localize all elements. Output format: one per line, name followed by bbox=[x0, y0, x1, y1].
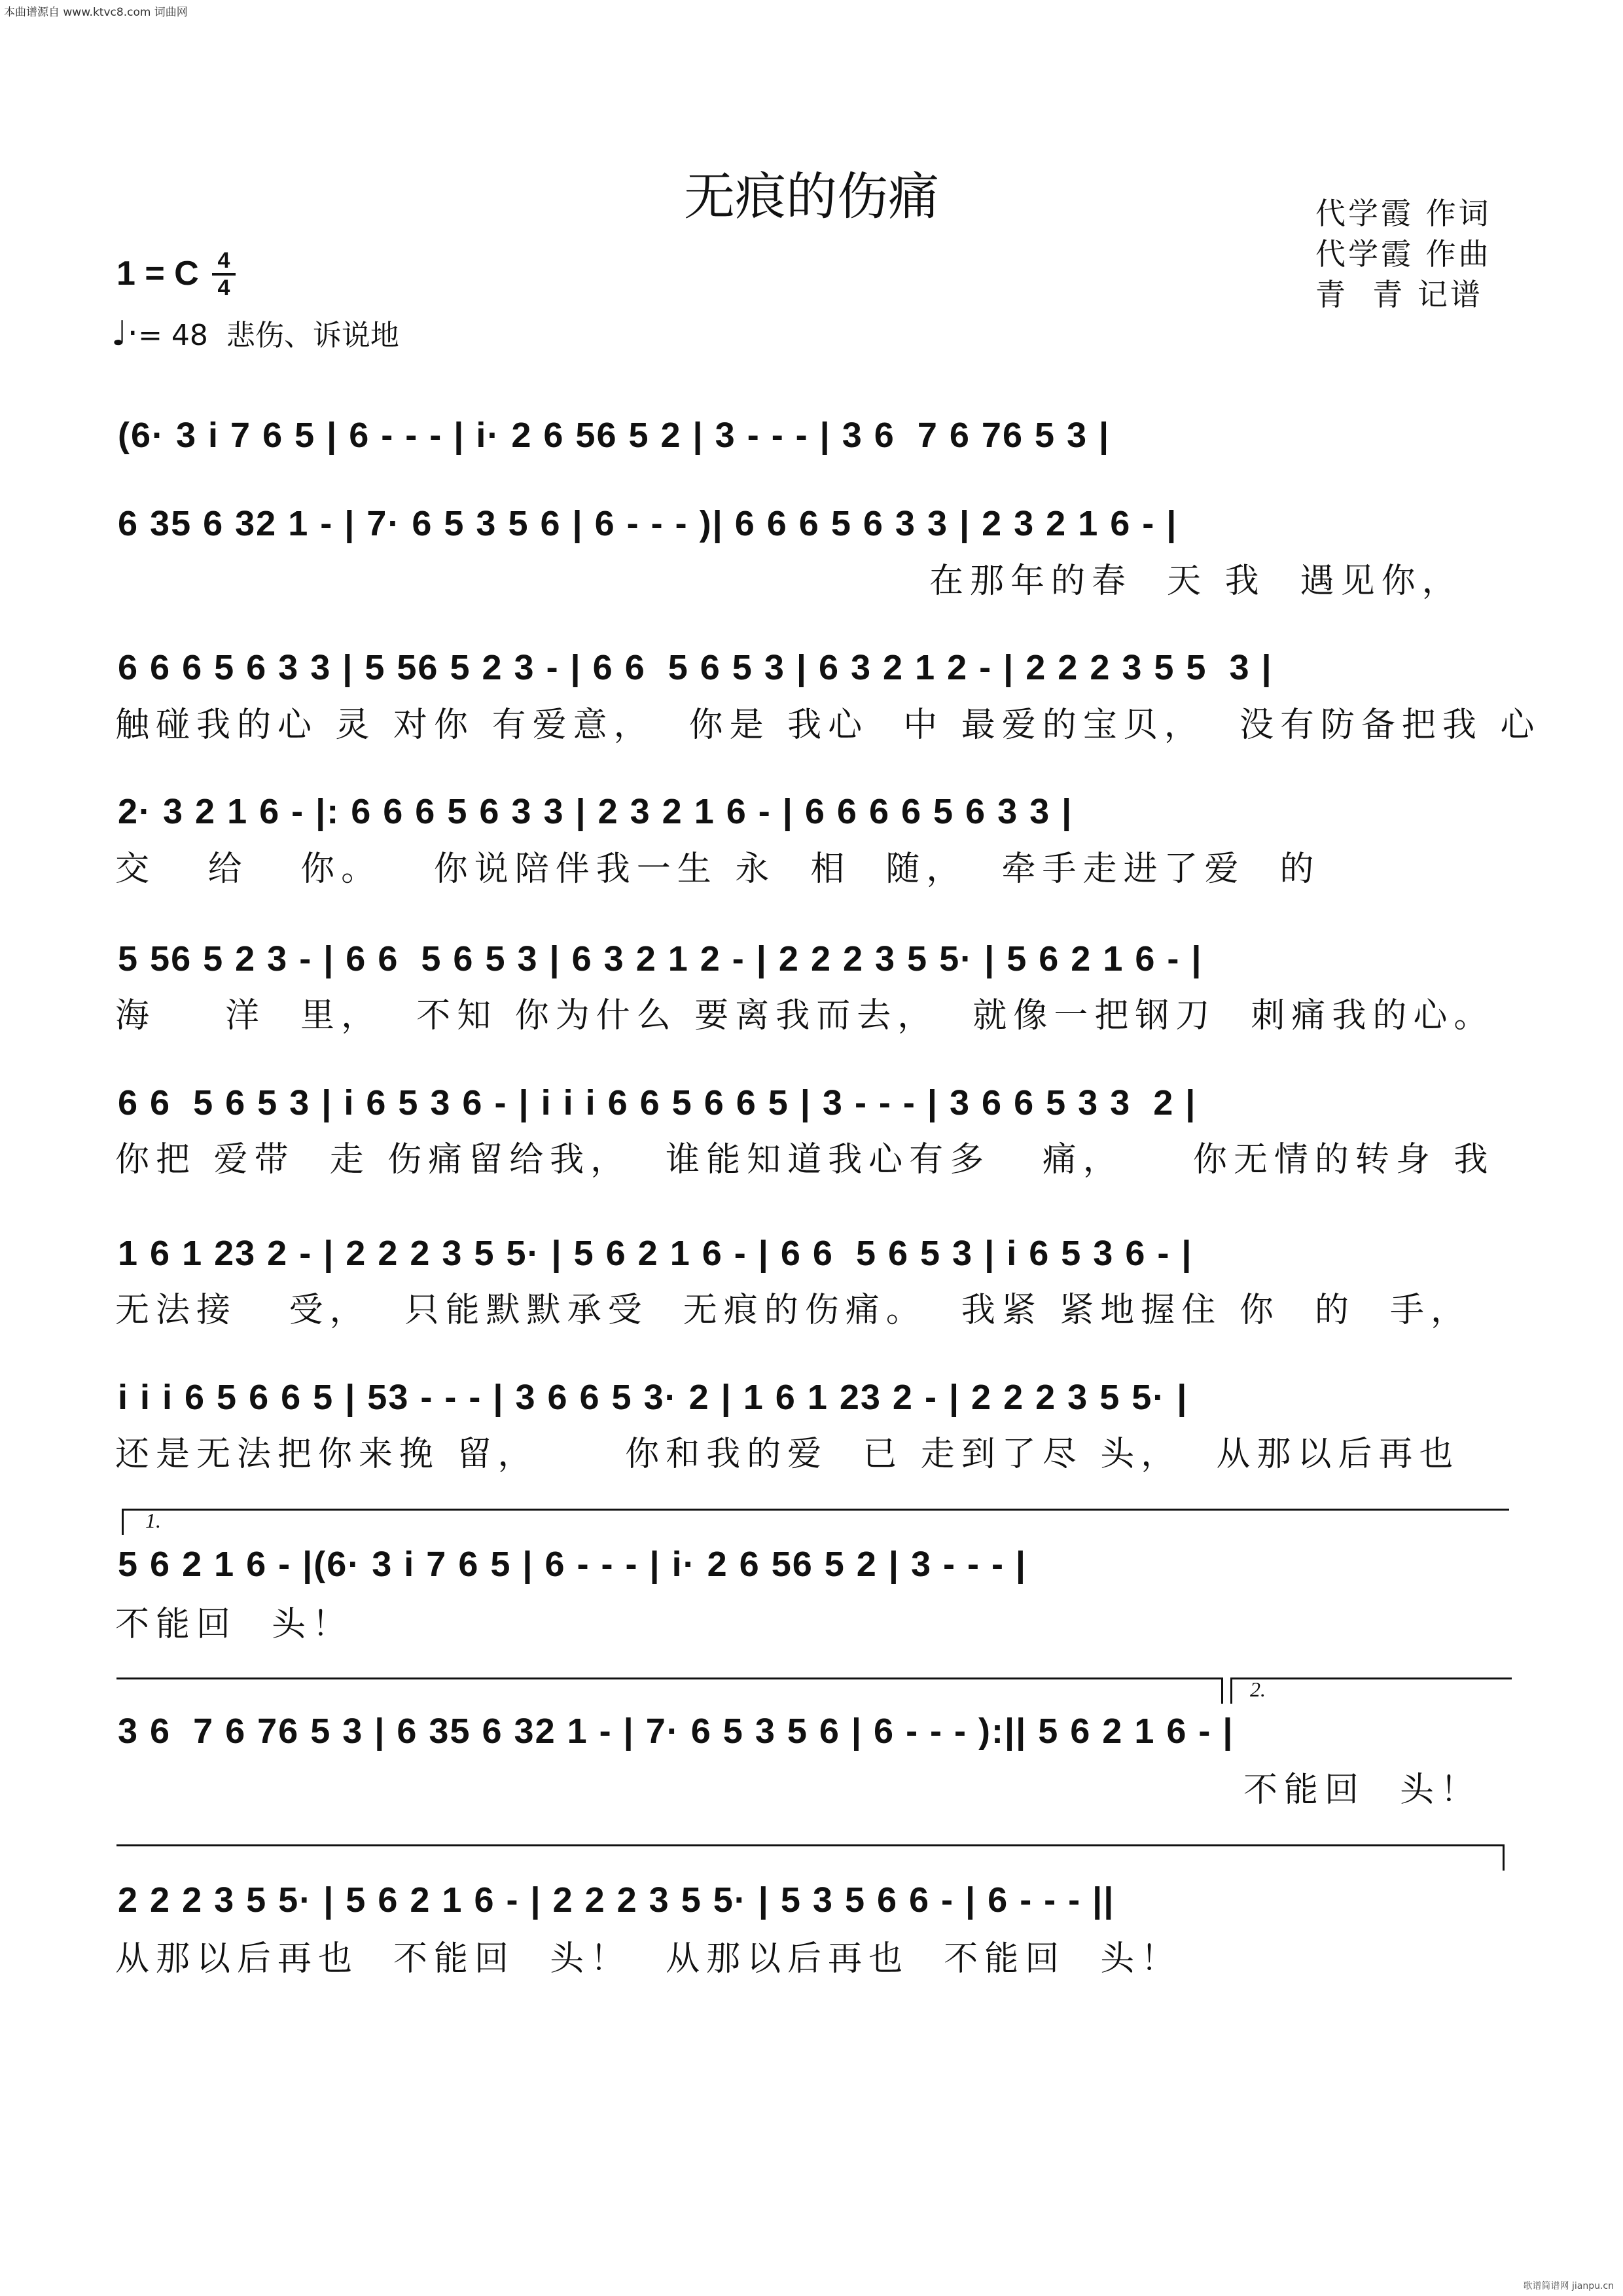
score-line-1: (6· 3 i 7 6 5 | 6 - - - | i· 2 6 56 5 2 | 3 - - - | 3 6 7 6 76 5 3 | bbox=[118, 416, 1111, 455]
composer-credit: 代学霞 作曲 bbox=[1315, 236, 1491, 272]
lyric-line-3: 触碰我的心 灵 对你 有爱意， 你是 我心 中 最爱的宝贝， 没有防备把我 心 bbox=[115, 706, 1541, 745]
score-line-6: 6 6 5 6 5 3 | i 6 5 3 6 - | i i i 6 6 5 6 6 5 | 3 - - - | 3 6 6 5 3 3 2 | bbox=[118, 1083, 1197, 1122]
second-ending-bracket bbox=[1230, 1677, 1512, 1679]
footer-watermark: 歌谱简谱网 jianpu.cn bbox=[1523, 2281, 1614, 2291]
lyric-line-11: 从那以后再也 不能回 头！ 从那以后再也 不能回 头！ bbox=[115, 1939, 1182, 1979]
first-ending-label: 1. bbox=[145, 1509, 161, 1532]
time-signature bbox=[211, 249, 237, 300]
second-ending-continuation bbox=[116, 1844, 1504, 1846]
lyric-line-2: 在那年的春 天 我 遇见你， bbox=[929, 562, 1463, 601]
key-signature: 1 = C bbox=[116, 255, 199, 293]
first-ending-tick bbox=[122, 1509, 124, 1535]
lyric-line-5: 海 洋 里， 不知 你为什么 要离我而去， 就像一把钢刀 刺痛我的心。 bbox=[115, 996, 1495, 1035]
first-ending-bracket bbox=[122, 1509, 1509, 1511]
score-line-7: 1 6 1 23 2 - | 2 2 2 3 5 5· | 5 6 2 1 6 - | 6 6 5 6 5 3 | i 6 5 3 6 - | bbox=[118, 1234, 1193, 1273]
lyric-line-6: 你把 爱带 走 伤痛留给我， 谁能知道我心有多 痛， 你无情的转身 我 bbox=[115, 1140, 1495, 1179]
transcriber-credit: 青 青 记谱 bbox=[1315, 277, 1483, 312]
second-ending-end-tick bbox=[1503, 1844, 1505, 1871]
score-line-3: 6 6 6 5 6 3 3 | 5 56 5 2 3 - | 6 6 5 6 5 3 | 6 3 2 1 2 - | 2 2 2 3 5 5 3 | bbox=[118, 648, 1273, 687]
lyric-line-8: 还是无法把你来挽 留， 你和我的爱 已 走到了尽 头， 从那以后再也 bbox=[115, 1435, 1460, 1474]
lyric-line-9: 不能回 头！ bbox=[115, 1605, 353, 1644]
score-line-2: 6 35 6 32 1 - | 7· 6 5 3 5 6 | 6 - - - )| 6 6 6 5 6 3 3 | 2 3 2 1 6 - | bbox=[118, 504, 1178, 543]
lyric-line-7: 无法接 受， 只能默默承受 无痕的伤痛。 我紧 紧地握住 你 的 手， bbox=[115, 1291, 1471, 1330]
site-watermark: 本曲谱源自 www.ktvc8.com 词曲网 bbox=[4, 6, 188, 19]
second-ending-label: 2. bbox=[1250, 1677, 1266, 1701]
lyricist-credit: 代学霞 作词 bbox=[1315, 196, 1491, 231]
tempo-marking bbox=[111, 312, 399, 353]
first-ending-end-tick bbox=[1221, 1677, 1223, 1704]
score-line-10: 3 6 7 6 76 5 3 | 6 35 6 32 1 - | 7· 6 5 3 5 6 | 6 - - - ):|| 5 6 2 1 6 - | bbox=[118, 1712, 1234, 1751]
lyric-line-10: 不能回 头！ bbox=[1243, 1770, 1482, 1810]
score-line-11: 2 2 2 3 5 5· | 5 6 2 1 6 - | 2 2 2 3 5 5· | 5 3 5 6 6 - | 6 - - - || bbox=[118, 1880, 1115, 1920]
dotted-quarter-note-icon: ♩· bbox=[111, 314, 139, 353]
second-ending-tick bbox=[1230, 1677, 1232, 1704]
song-title: 无痕的伤痛 bbox=[683, 168, 939, 226]
score-line-5: 5 56 5 2 3 - | 6 6 5 6 5 3 | 6 3 2 1 2 - | 2 2 2 3 5 5· | 5 6 2 1 6 - | bbox=[118, 939, 1203, 978]
score-line-4: 2· 3 2 1 6 - |: 6 6 6 5 6 3 3 | 2 3 2 1 6 - | 6 6 6 6 5 6 3 3 | bbox=[118, 792, 1073, 831]
first-ending-continuation bbox=[116, 1677, 1222, 1679]
meter-bottom: 4 bbox=[217, 276, 230, 300]
score-line-8: i i i 6 5 6 6 5 | 53 - - - | 3 6 6 5 3· 2 | 1 6 1 23 2 - | 2 2 2 3 5 5· | bbox=[118, 1378, 1188, 1417]
meter-top: 4 bbox=[217, 248, 230, 273]
lyric-line-4: 交 给 你。 你说陪伴我一生 永 相 随， 牵手走进了爱 的 bbox=[115, 850, 1321, 889]
tempo-text: = 48 悲伤、诉说地 bbox=[138, 319, 399, 352]
score-line-9: 5 6 2 1 6 - |(6· 3 i 7 6 5 | 6 - - - | i· 2 6 56 5 2 | 3 - - - | bbox=[118, 1545, 1027, 1584]
